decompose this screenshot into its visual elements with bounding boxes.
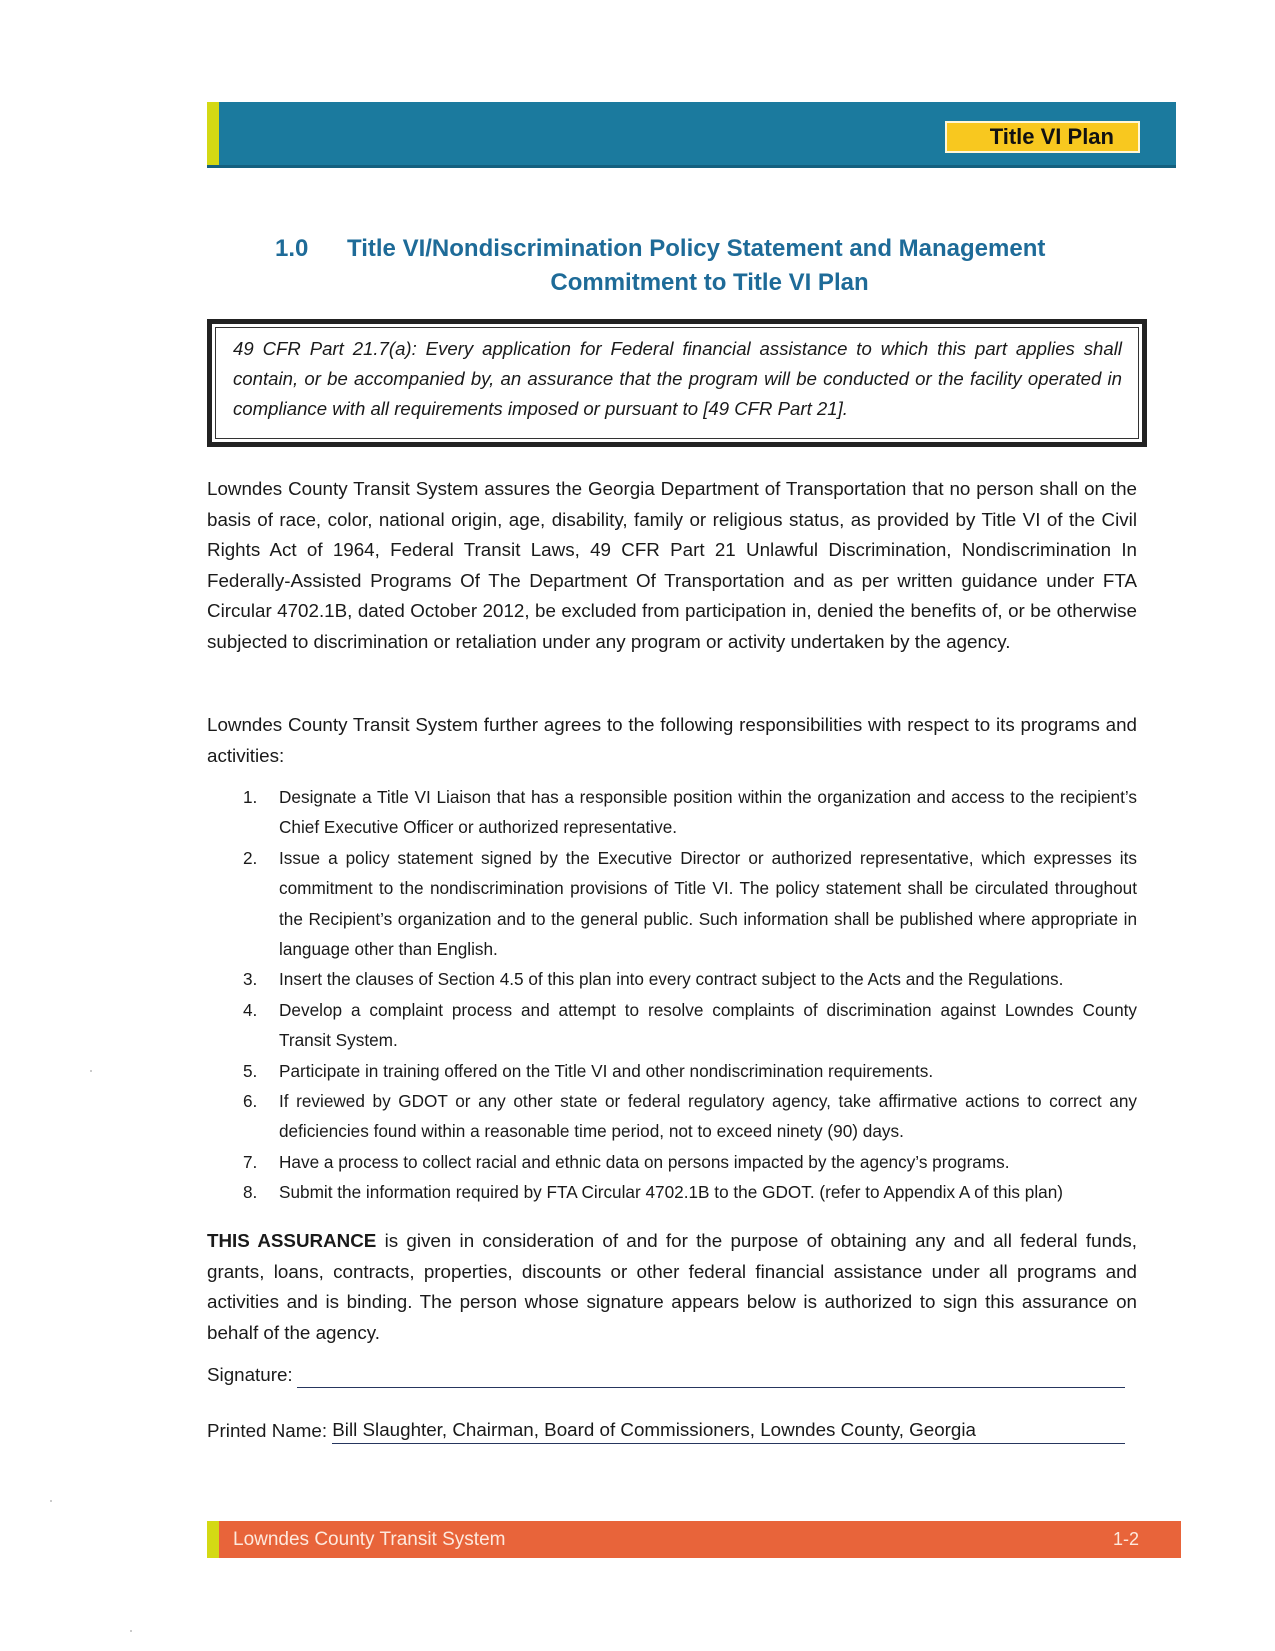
list-item <box>237 964 1137 994</box>
section-number: 1.0 <box>275 235 309 262</box>
printed-name-label: Printed Name: <box>207 1420 328 1441</box>
list-item-text: Designate a Title VI Liaison that has a responsible position within the organization and access to the recipient’s Chief Executive Officer or authorized representative. <box>279 787 1137 838</box>
page-number: 1-2 <box>1112 1529 1139 1549</box>
signature-label: Signature: <box>207 1364 293 1385</box>
list-item-number: 5. <box>243 1060 258 1081</box>
list-item-number: 6. <box>243 1091 258 1112</box>
signature-row <box>207 1362 1125 1388</box>
list-item-number: 2. <box>243 847 258 868</box>
regulation-quote-text: 49 CFR Part 21.7(a): Every application for Federal financial assistance to which this part applies shall contain, or be accompanied by, an assurance that the program will be conducted or the facility operated in compliance with all requirements imposed or pursuant to [49 CFR Part 21]. <box>215 327 1139 439</box>
footer-org-name: Lowndes County Transit System <box>233 1529 506 1550</box>
binding-assurance-paragraph <box>207 1226 1137 1348</box>
scan-speck <box>50 1500 52 1502</box>
printed-name-fill-line <box>982 1421 1125 1444</box>
list-item-number: 4. <box>243 999 258 1020</box>
list-item <box>237 995 1137 1056</box>
responsibilities-intro: Lowndes County Transit System further agrees to the following responsibilities with respect to its programs and activities: <box>207 714 1137 766</box>
section-heading <box>207 232 1137 300</box>
list-item-number: 1. <box>243 787 258 807</box>
list-item-text: Have a process to collect racial and ethnic data on persons impacted by the agency’s programs. <box>279 1151 1010 1172</box>
printed-name-value: Bill Slaughter, Chairman, Board of Commissioners, Lowndes County, Georgia <box>332 1417 982 1444</box>
header-bottom-line <box>207 165 1176 168</box>
responsibilities-list <box>237 782 1137 1208</box>
assurance-lead: THIS ASSURANCE <box>207 1230 377 1251</box>
list-item <box>237 843 1137 965</box>
assurance-text: is given in consideration of and for the purpose of obtaining any and all federal funds, grants, loans, contracts, properties, discounts or other federal financial assistance under all programs and activities and is binding. The person whose signature appears below is authorized to sign this assurance on behalf of the agency. <box>207 1230 1138 1343</box>
list-item <box>237 1086 1137 1147</box>
list-item <box>237 1147 1137 1177</box>
printed-name-row <box>207 1417 1125 1444</box>
assurance-paragraph: Lowndes County Transit System assures the Georgia Department of Transportation that no person shall on the basis of race, color, national origin, age, disability, family or religious status, as provided by Title VI of the Civil Rights Act of 1964, Federal Transit Laws, 49 CFR Part 21 Unlawful Discrimination, Nondiscrimination In Federally-Assisted Programs Of The Department Of Transportation and as per written guidance under FTA Circular 4702.1B, dated October 2012, be excluded from participation in, denied the benefits of, or be otherwise subjected to discrimination or retaliation under any program or activity undertaken by the agency. <box>207 478 1137 652</box>
list-item-text: If reviewed by GDOT or any other state or federal regulatory agency, take affirmative actions to correct any deficiencies found within a reasonable time period, not to exceed ninety (90) days. <box>279 1091 1137 1142</box>
section-title-line2: Commitment to Title VI Plan <box>550 269 869 296</box>
regulation-quote-box <box>207 319 1147 447</box>
list-item-text: Issue a policy statement signed by the Executive Director or authorized representative, which expresses its commitment to the nondiscrimination provisions of Title VI. The policy statement shall be circulated throughout the Recipient’s organization and to the general public. Such information shall be published where appropriate in language other than English. <box>279 847 1137 960</box>
header-accent-strip <box>207 102 219 168</box>
scan-speck <box>130 1630 132 1632</box>
list-item <box>237 782 1137 843</box>
list-item-number: 7. <box>243 1151 258 1172</box>
section-title-line1: Title VI/Nondiscrimination Policy Statement and Management <box>347 235 1046 262</box>
signature-field[interactable] <box>297 1367 1125 1388</box>
list-item-text: Insert the clauses of Section 4.5 of this plan into every contract subject to the Acts and the Regulations. <box>279 969 1064 990</box>
scan-speck <box>90 1070 92 1072</box>
list-item-text: Participate in training offered on the Title VI and other nondiscrimination requirements. <box>279 1060 934 1081</box>
footer-accent-strip <box>207 1521 219 1558</box>
header-title-tag: Title VI Plan <box>945 121 1140 153</box>
list-item-number: 8. <box>243 1182 258 1203</box>
list-item <box>237 1056 1137 1086</box>
list-item-text: Submit the information required by FTA Circular 4702.1B to the GDOT. (refer to Appendix A of this plan) <box>279 1182 1064 1203</box>
list-item-number: 3. <box>243 969 258 990</box>
footer-band <box>207 1521 1181 1558</box>
list-item-text: Develop a complaint process and attempt to resolve complaints of discrimination against Lowndes County Transit System. <box>279 999 1137 1051</box>
list-item <box>237 1177 1137 1207</box>
